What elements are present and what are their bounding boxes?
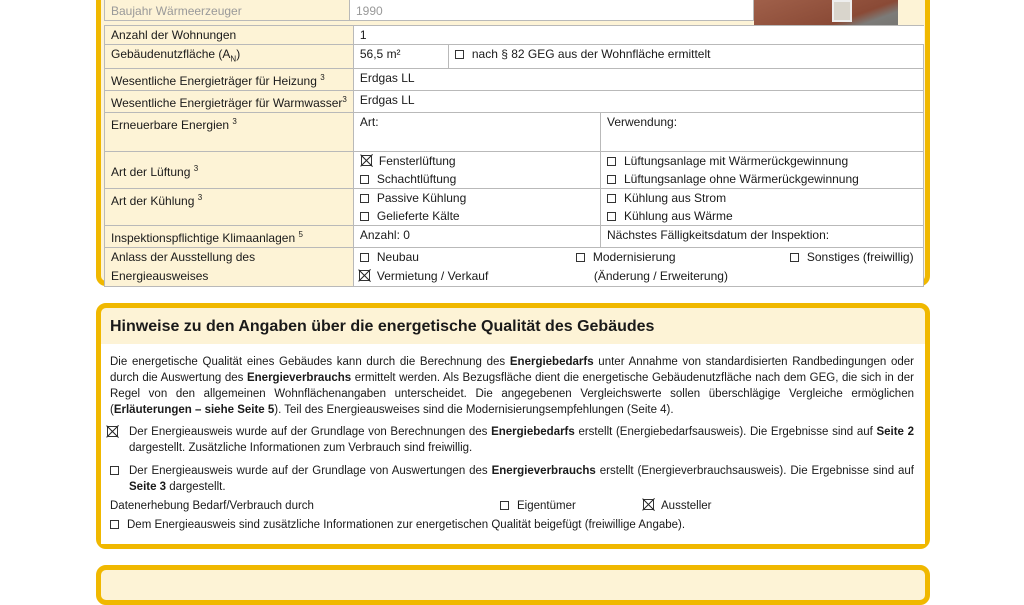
anlass-neubau[interactable] [360,248,419,267]
verbrauch-checkbox[interactable] [110,466,119,475]
geliefert-checkbox[interactable] [360,212,369,221]
kuehlung-opt3-text: Kühlung aus Strom [624,191,727,206]
lueftung-opt1-text: Fensterlüftung [378,154,456,169]
heizung-sup: 3 [320,73,325,83]
heizung-label-text: Wesentliche Energieträger für Heizung [111,74,317,89]
eigentuemer-option[interactable] [500,498,576,514]
anlass-opt4-text: Sonstiges (freiwillig) [806,250,914,265]
fenster-checkbox-checked[interactable] [360,154,373,167]
warmwasser-sup: 3 [342,95,347,105]
anlass-opt3-text: Modernisierung [592,250,676,265]
lueftung-label [105,152,354,189]
bedarf-checkbox-row[interactable] [106,425,125,441]
verbrauch-text-1: Der Energieausweis wurde auf der Grundlage von Auswertungen des [129,465,492,477]
anlass-modernisierung[interactable] [576,248,676,267]
klima-label [105,226,354,248]
heizung-value: Erdgas LL [353,69,923,91]
gebaeude-table [104,0,754,21]
intro-bold-3: Erläuterungen – siehe Seite 5 [113,404,275,416]
eigentuemer-text: Eigentümer [517,500,576,512]
kuehlung-label-text: Art der Kühlung [111,194,195,209]
bedarf-text-1: Der Energieausweis wurde auf der Grundlage von Berechnungen des [129,426,492,438]
nutzflaeche-option[interactable] [448,45,923,69]
anlass-label-line1: Anlass der Ausstellung des [111,250,256,265]
next-box [96,565,930,605]
bedarf-bold-2: Seite 2 [876,426,914,438]
kuehlung-opt4-text: Kühlung aus Wärme [624,209,733,224]
anlass-sonstiges[interactable] [790,248,914,267]
intro-text-2: unter Annahme von standardisierten Randbedingungen oder durch die Auswertung des [110,356,914,384]
kuehlung-sup: 3 [197,193,203,203]
anlass-label [105,248,354,287]
gebaeude-table-main [104,25,924,287]
warmwasser-value: Erdgas LL [353,91,923,113]
kuehlung-label [105,189,354,226]
warmwasser-label-text: Wesentliche Energieträger für Warmwasser [111,96,343,111]
kuehlung-opt1-text: Passive Kühlung [376,191,467,206]
erneuerbar-art: Art: [353,113,600,152]
hinweise-intro [110,354,914,418]
anlass-opt1-text: Neubau [376,250,419,265]
mit-wrg-checkbox[interactable] [607,157,616,166]
warmwasser-label [105,91,354,113]
anlass-vermietung[interactable] [358,267,488,286]
kuehlung-geliefert[interactable] [353,207,600,226]
baujahr-value: 1990 [350,0,754,21]
intro-bold-1: Energiebedarfs [509,356,594,368]
baujahr-label: Baujahr Wärmeerzeuger [105,0,350,21]
lueftung-ohne-wrg[interactable] [601,170,924,189]
erhebung-label: Datenerhebung Bedarf/Verbrauch durch [110,500,314,512]
verbrauch-bold-1: Energieverbrauchs [491,465,596,477]
neubau-checkbox[interactable] [360,253,369,262]
lueftung-opt4-text: Lüftungsanlage ohne Wärmerückgewinnung [624,172,859,187]
verbrauch-bold-2: Seite 3 [129,481,167,493]
bedarf-text-2: erstellt (Energiebedarfsausweis). Die Ergebnisse sind auf [574,426,877,438]
aussteller-option[interactable] [642,498,712,514]
kuehlung-waerme[interactable] [601,207,924,226]
ohne-wrg-checkbox[interactable] [607,175,616,184]
nutzflaeche-sub: N [230,54,237,64]
lueftung-fenster[interactable] [353,152,600,171]
sonstiges-checkbox[interactable] [790,253,799,262]
erneuerbar-label [105,113,354,152]
hinweise-title: Hinweise zu den Angaben über die energetische Qualität des Gebäudes [110,318,655,335]
lueftung-opt3-text: Lüftungsanlage mit Wärmerückgewinnung [624,154,849,169]
nutzflaeche-close: ) [236,47,241,61]
verbrauch-text-3: dargestellt. [166,481,226,493]
klima-sup: 5 [298,230,303,240]
intro-text-4: ). Teil des Energieausweises sind die Modernisierungsempfehlungen (Seite 4). [274,404,674,416]
aussteller-checkbox-checked[interactable] [642,498,655,511]
heizung-label [105,69,354,91]
passiv-checkbox[interactable] [360,194,369,203]
photo-window [832,0,852,22]
erneuerbar-verwendung: Verwendung: [601,113,924,152]
aussteller-text: Aussteller [661,500,712,512]
anlass-options [353,248,923,287]
lueftung-label-text: Art der Lüftung [111,164,191,179]
erneuerbar-sup: 3 [232,117,237,127]
zusatz-text: Dem Energieausweis sind zusätzliche Informationen zur energetischen Qualität beigefügt (freiwillige Angabe). [127,519,686,531]
erneuerbar-label-text: Erneuerbare Energien [111,118,230,133]
klima-anzahl: Anzahl: 0 [353,226,600,248]
nutzflaeche-label [105,45,354,69]
bedarf-text [129,424,914,456]
verbrauch-checkbox-row[interactable] [110,463,127,479]
anlass-label-line2: Energieausweises [111,269,209,284]
eigentuemer-checkbox[interactable] [500,501,509,510]
kuehlung-strom[interactable] [601,189,924,208]
klima-faellig: Nächstes Fälligkeitsdatum der Inspektion: [601,226,924,248]
lueftung-sup: 3 [193,163,199,173]
bedarf-text-3: dargestellt. Zusätzliche Informationen zum Verbrauch sind freiwillig. [129,442,473,454]
wohnungen-label: Anzahl der Wohnungen [105,26,354,45]
kuehlung-passiv[interactable] [353,189,600,208]
anlass-opt2-text: Vermietung / Verkauf [376,269,489,284]
strom-checkbox[interactable] [607,194,616,203]
nutzflaeche-value: 56,5 m² [353,45,448,69]
intro-text-3: ermittelt werden. Als Bezugsfläche dient die energetische Gebäudenutzfläche nach dem GEG, die sich in der Regel von den allgemeinen Wohnflächenangaben unterscheidet. Die angegebenen Vergleichswerte sollen überschlägige Vergleiche ermöglichen ( [110,372,915,416]
verbrauch-text-2: erstellt (Energieverbrauchsausweis). Die Ergebnisse sind auf [595,465,914,477]
zusatz-checkbox[interactable] [110,520,119,529]
lueftung-mit-wrg[interactable] [601,152,924,171]
wohnungen-value: 1 [353,26,923,45]
schacht-checkbox[interactable] [360,175,369,184]
vermietung-checkbox-checked[interactable] [358,269,371,282]
verbrauch-text [129,463,914,495]
intro-text-1: Die energetische Qualität eines Gebäudes kann durch die Berechnung des [110,356,510,368]
nutzflaeche-option-text: nach § 82 GEG aus der Wohnfläche ermittelt [471,47,711,61]
intro-bold-2: Energieverbrauchs [246,372,352,384]
anlass-modernisierung-sub: (Änderung / Erweiterung) [593,269,728,284]
bedarf-checkbox-checked[interactable] [106,425,119,438]
zusatz-option[interactable] [110,517,685,533]
bedarf-bold-1: Energiebedarfs [491,426,575,438]
nutzflaeche-checkbox[interactable] [455,50,464,59]
waerme-checkbox[interactable] [607,212,616,221]
nutzflaeche-label-text: Gebäudenutzfläche (A [111,47,231,61]
kuehlung-opt2-text: Gelieferte Kälte [376,209,460,224]
klima-label-text: Inspektionspflichtige Klimaanlagen [111,231,296,246]
modernisierung-checkbox[interactable] [576,253,585,262]
lueftung-schacht[interactable] [353,170,600,189]
lueftung-opt2-text: Schachtlüftung [376,172,457,187]
